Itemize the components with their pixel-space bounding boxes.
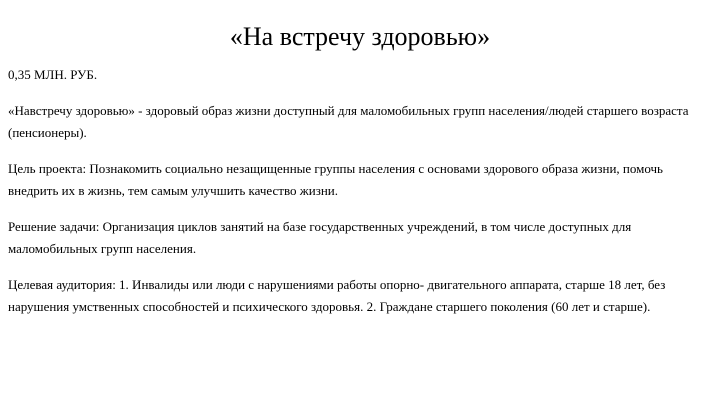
project-goal: Цель проекта: Познакомить социально незащищенные группы населения с основами здорового образа жизни, помочь внедрить их в жизнь, тем самым улучшить качество жизни. — [8, 161, 663, 198]
task-solution: Решение задачи: Организация циклов занятий на базе государственных учреждений, в том числе доступных для маломобильных групп населения. — [8, 219, 632, 256]
slide-title: «На встречу здоровью» — [229, 22, 491, 51]
slide-body — [8, 64, 698, 332]
target-audience: Целевая аудитория: 1. Инвалиды или люди с нарушениями работы опорно- двигательного аппарата, старше 18 лет, без нарушения умственных способностей и психического здоровья. 2. Граждане старшего поколения (60 лет и старше). — [8, 277, 666, 314]
budget-amount: 0,35 МЛН. РУБ. — [8, 67, 98, 82]
project-description: «Навстречу здоровью» - здоровый образ жизни доступный для маломобильных групп населения/людей старшего возраста (пенсионеры). — [8, 103, 689, 140]
